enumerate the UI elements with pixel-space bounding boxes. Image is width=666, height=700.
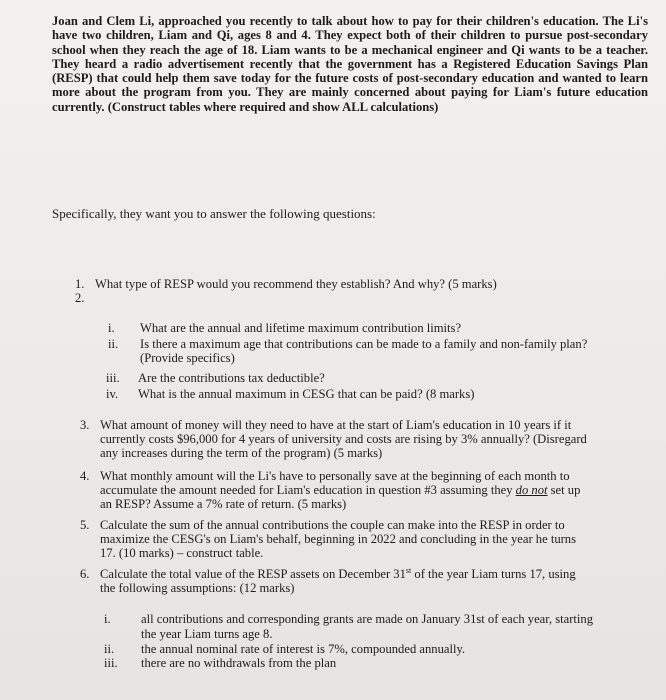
question-5 [80,518,650,562]
sub-numeral: iii. [104,656,118,670]
question-4-line-2: accumulate the amount needed for Liam's education in question #3 assuming they do not set up [100,483,581,498]
sub-text: Are the contributions tax deductible? [138,371,325,385]
sub-text: Is there a maximum age that contributions can be made to a family and non-family plan? [140,337,588,351]
question-3-number: 3. [80,418,90,432]
sub-text: the annual nominal rate of interest is 7%, compounded annually. [141,642,466,656]
question-4-number: 4. [80,469,90,483]
question-2-number: 2. [75,291,85,305]
question-6-line-1: Calculate the total value of the RESP assets on December 31st of the year Liam turns 17, using [100,566,576,581]
sub-numeral: iv. [106,387,119,401]
sub-numeral: ii. [108,337,119,351]
intro-paragraph: Joan and Clem Li, approached you recently to talk about how to pay for their children's education. The Li's have two children, Liam and Qi, ages 8 and 4. They expect both of their children to pursue post-secondary school when they reach the age of 18. Liam wants to be a mechanical engineer and Qi wants to be a teacher. They heard a radio advertisement recently that the government has a Registered Education Savings Plan (RESP) that could help them save today for the future costs of post-secondary education and wanted to learn more about the program from you. They are mainly concerned about paying for Liam's future education currently. (Construct tables where required and show ALL calculations) [52,14,648,114]
question-5-line-1: Calculate the sum of the annual contributions the couple can make into the RESP in order to [100,518,565,532]
sub-numeral: i. [108,321,115,335]
question-5-number: 5. [80,518,90,532]
question-6-number: 6. [80,567,90,581]
sub-numeral: iii. [106,371,120,385]
sub-text: What are the annual and lifetime maximum contribution limits? [140,321,462,335]
question-3 [80,418,650,462]
questions-heading: Specifically, they want you to answer the following questions: [52,206,376,221]
question-3-line-1: What amount of money will they need to have at the start of Liam's education in 10 years if it [100,418,572,432]
sub-text: What is the annual maximum in CESG that can be paid? (8 marks) [138,387,475,401]
question-1-text: What type of RESP would you recommend they establish? And why? (5 marks) [95,277,497,291]
question-1-number: 1. [75,277,85,291]
sub-text-cont: (Provide specifics) [140,351,235,365]
question-4-line-1: What monthly amount will the Li's have to personally save at the beginning of each month to [100,469,570,483]
sub-numeral: i. [104,612,111,626]
question-3-line-2: currently costs $96,000 for 4 years of university and costs are rising by 3% annually? (Disregard [100,432,587,447]
sub-text: all contributions and corresponding grants are made on January 31st of each year, starting [141,612,594,626]
question-5-line-2: maximize the CESG's on Liam's behalf, beginning in 2022 and concluding in the year he turns [100,532,577,547]
question-4-line-3: an RESP? Assume a 7% rate of return. (5 marks) [100,497,347,512]
question-6 [80,567,650,597]
question-3-line-3: any increases during the term of the program) (5 marks) [100,446,383,461]
question-6-line-2: the following assumptions: (12 marks) [100,581,295,596]
sub-numeral: ii. [104,642,115,656]
sub-text-cont: the year Liam turns age 8. [141,627,273,641]
emphasis-do-not: do not [515,483,548,498]
question-4 [80,469,650,513]
sub-text: there are no withdrawals from the plan [141,656,337,670]
question-5-line-3: 17. (10 marks) – construct table. [100,546,264,561]
